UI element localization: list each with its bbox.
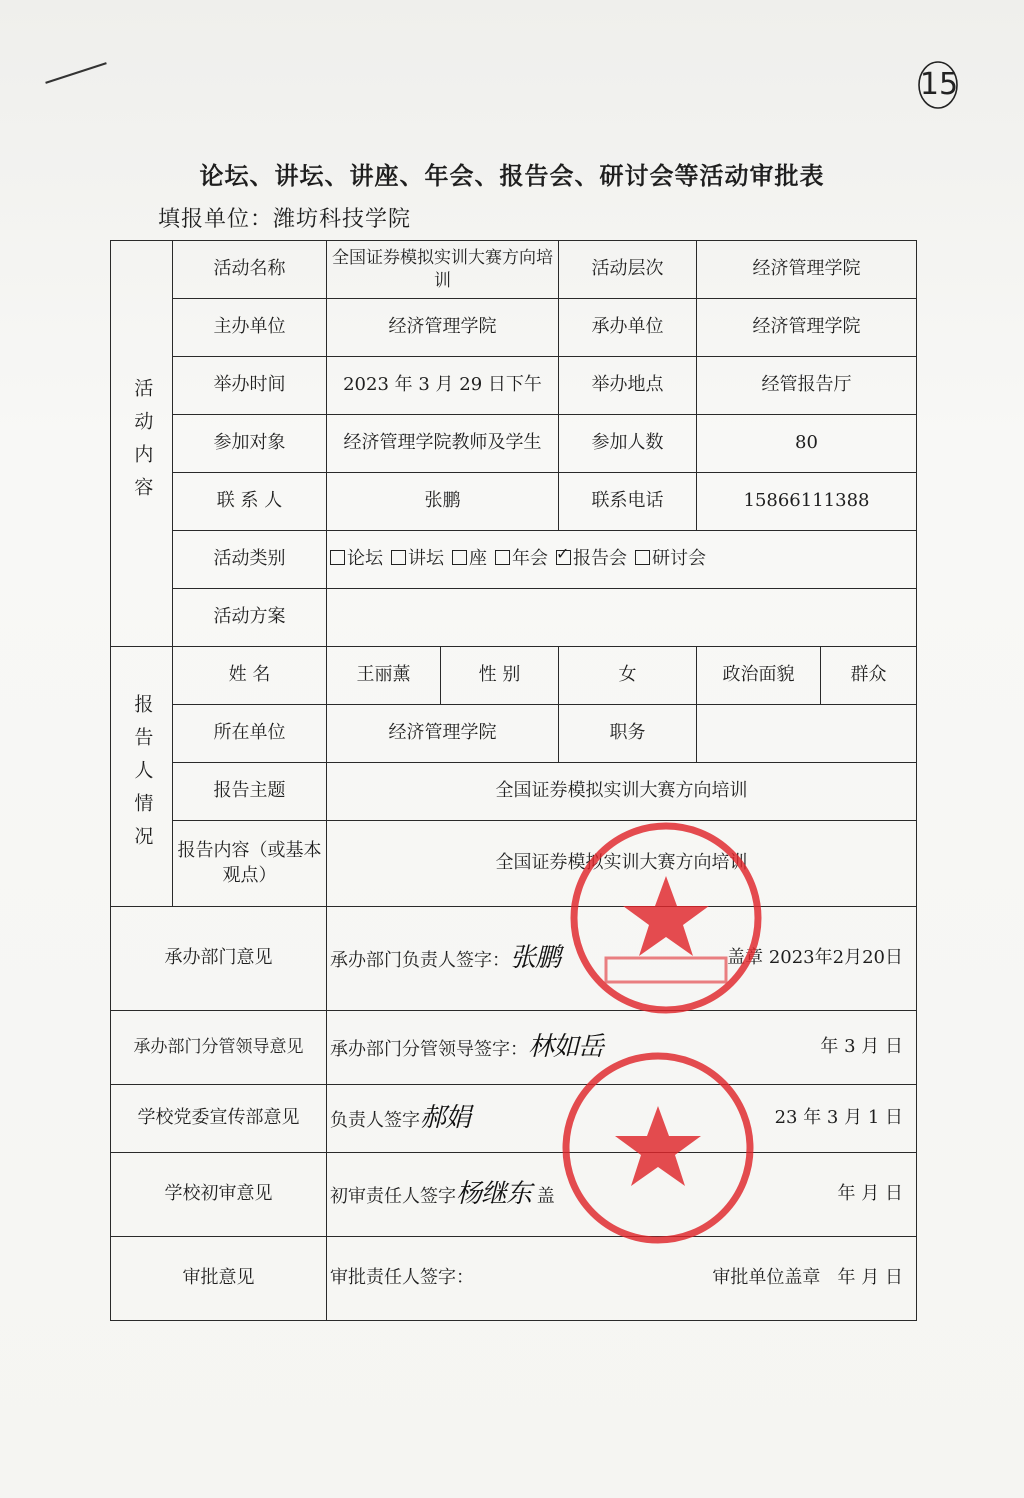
page-title: 论坛、讲坛、讲座、年会、报告会、研讨会等活动审批表 bbox=[199, 161, 825, 190]
row-reporter-unit bbox=[111, 705, 917, 763]
approval-final-label: 审批意见 bbox=[111, 1237, 327, 1321]
handwritten-signature: 杨继东 bbox=[456, 1178, 532, 1209]
activity-name-value: 全国证券模拟实训大赛方向培训 bbox=[327, 241, 559, 299]
category-option-label: 座 bbox=[469, 548, 487, 570]
time-value: 2023 年 3 月 29 日下午 bbox=[327, 357, 559, 415]
sign-label: 审批责任人签字： bbox=[330, 1267, 474, 1289]
host-label: 承办单位 bbox=[559, 299, 697, 357]
political-label: 政治面貌 bbox=[697, 647, 821, 705]
approval-host-field bbox=[327, 907, 917, 1011]
gender-value: 女 bbox=[559, 647, 697, 705]
row-plan bbox=[111, 589, 917, 647]
sign-label: 承办部门负责人签字： bbox=[330, 949, 510, 971]
date-value: 年 月 日 bbox=[837, 1183, 903, 1205]
row-time bbox=[111, 357, 917, 415]
handwritten-signature: 林如岳 bbox=[528, 1031, 604, 1062]
plan-value bbox=[327, 589, 917, 647]
activity-level-value: 经济管理学院 bbox=[697, 241, 917, 299]
row-approval-host bbox=[111, 907, 917, 1011]
page-number: 15 bbox=[916, 58, 962, 110]
category-option-label: 年会 bbox=[512, 548, 548, 570]
activity-name-label: 活动名称 bbox=[173, 241, 327, 299]
topic-value: 全国证券模拟实训大赛方向培训 bbox=[327, 763, 917, 821]
row-audience bbox=[111, 415, 917, 473]
category-option-label: 论坛 bbox=[347, 548, 383, 570]
reporter-unit-label: 所在单位 bbox=[173, 705, 327, 763]
category-checkbox-group bbox=[330, 547, 913, 571]
reporter-name-label: 姓 名 bbox=[173, 647, 327, 705]
stamp-label: 盖章 bbox=[727, 947, 764, 969]
checkbox-icon[interactable] bbox=[330, 550, 345, 565]
host-value: 经济管理学院 bbox=[697, 299, 917, 357]
row-activity-name bbox=[111, 241, 917, 299]
topic-label: 报告主题 bbox=[173, 763, 327, 821]
activity-level-label: 活动层次 bbox=[559, 241, 697, 299]
category-option[interactable] bbox=[495, 547, 548, 571]
approval-final-field bbox=[327, 1237, 917, 1321]
reporting-unit bbox=[158, 202, 411, 233]
row-approval-leader bbox=[111, 1011, 917, 1085]
plan-label: 活动方案 bbox=[173, 589, 327, 647]
contact-label: 联 系 人 bbox=[173, 473, 327, 531]
audience-label: 参加对象 bbox=[173, 415, 327, 473]
reporter-unit-value: 经济管理学院 bbox=[327, 705, 559, 763]
date-value: 2023年2月20日 bbox=[768, 947, 903, 969]
category-option[interactable] bbox=[556, 547, 627, 571]
reporter-name-value: 王丽薰 bbox=[327, 647, 441, 705]
row-topic bbox=[111, 763, 917, 821]
approval-form bbox=[110, 240, 916, 1313]
sign-label: 负责人签字 bbox=[330, 1109, 420, 1131]
approval-initial-label: 学校初审意见 bbox=[111, 1153, 327, 1237]
sign-label: 承办部门分管领导签字： bbox=[330, 1038, 528, 1060]
approval-host-label: 承办部门意见 bbox=[111, 907, 327, 1011]
row-approval-final bbox=[111, 1237, 917, 1321]
row-category bbox=[111, 531, 917, 589]
content-value: 全国证券模拟实训大赛方向培训 bbox=[327, 821, 917, 907]
approval-publicity-field bbox=[327, 1085, 917, 1153]
approval-leader-field bbox=[327, 1011, 917, 1085]
category-option-label: 讲坛 bbox=[408, 548, 444, 570]
row-reporter-name bbox=[111, 647, 917, 705]
count-value: 80 bbox=[697, 415, 917, 473]
phone-value: 15866111388 bbox=[697, 473, 917, 531]
checkbox-checked-icon[interactable] bbox=[556, 550, 571, 565]
date-value: 年 月 日 bbox=[837, 1267, 903, 1289]
audience-value: 经济管理学院教师及学生 bbox=[327, 415, 559, 473]
row-approval-publicity bbox=[111, 1085, 917, 1153]
row-contact bbox=[111, 473, 917, 531]
position-value bbox=[697, 705, 917, 763]
stamp-label: 审批单位盖章 bbox=[712, 1267, 821, 1289]
date-value: 年 3 月 日 bbox=[820, 1036, 903, 1058]
phone-label: 联系电话 bbox=[559, 473, 697, 531]
category-option-label: 研讨会 bbox=[652, 548, 706, 570]
sign-label: 初审责任人签字 bbox=[330, 1185, 456, 1207]
contact-value: 张鹏 bbox=[327, 473, 559, 531]
category-option-label: 报告会 bbox=[573, 548, 627, 570]
row-organizer bbox=[111, 299, 917, 357]
section-activity-label: 活动内容 bbox=[111, 241, 173, 647]
stamp-label: 盖 bbox=[536, 1185, 555, 1207]
organizer-label: 主办单位 bbox=[173, 299, 327, 357]
category-option[interactable] bbox=[391, 547, 444, 571]
category-options bbox=[327, 531, 917, 589]
approval-initial-field bbox=[327, 1153, 917, 1237]
category-option[interactable] bbox=[635, 547, 706, 571]
row-approval-initial bbox=[111, 1153, 917, 1237]
category-label: 活动类别 bbox=[173, 531, 327, 589]
reporting-unit-label: 填报单位： bbox=[158, 207, 274, 232]
content-label: 报告内容（或基本观点） bbox=[173, 821, 327, 907]
category-option[interactable] bbox=[330, 547, 383, 571]
political-value: 群众 bbox=[821, 647, 917, 705]
organizer-value: 经济管理学院 bbox=[327, 299, 559, 357]
category-option[interactable] bbox=[452, 547, 487, 571]
place-label: 举办地点 bbox=[559, 357, 697, 415]
place-value: 经管报告厅 bbox=[697, 357, 917, 415]
gender-label: 性 别 bbox=[441, 647, 559, 705]
checkbox-icon[interactable] bbox=[635, 550, 650, 565]
checkbox-icon[interactable] bbox=[391, 550, 406, 565]
position-label: 职务 bbox=[559, 705, 697, 763]
approval-publicity-label: 学校党委宣传部意见 bbox=[111, 1085, 327, 1153]
approval-leader-label: 承办部门分管领导意见 bbox=[111, 1011, 327, 1085]
time-label: 举办时间 bbox=[173, 357, 327, 415]
form-table bbox=[110, 240, 917, 1321]
count-label: 参加人数 bbox=[559, 415, 697, 473]
checkbox-icon[interactable] bbox=[452, 550, 467, 565]
date-value: 23 年 3 月 1 日 bbox=[774, 1107, 903, 1129]
reporting-unit-value: 潍坊科技学院 bbox=[273, 207, 412, 232]
row-content bbox=[111, 821, 917, 907]
handwritten-signature: 张鹏 bbox=[510, 942, 561, 973]
section-reporter-label: 报告人情况 bbox=[111, 647, 173, 907]
checkbox-icon[interactable] bbox=[495, 550, 510, 565]
handwritten-signature: 郝娟 bbox=[420, 1102, 471, 1133]
